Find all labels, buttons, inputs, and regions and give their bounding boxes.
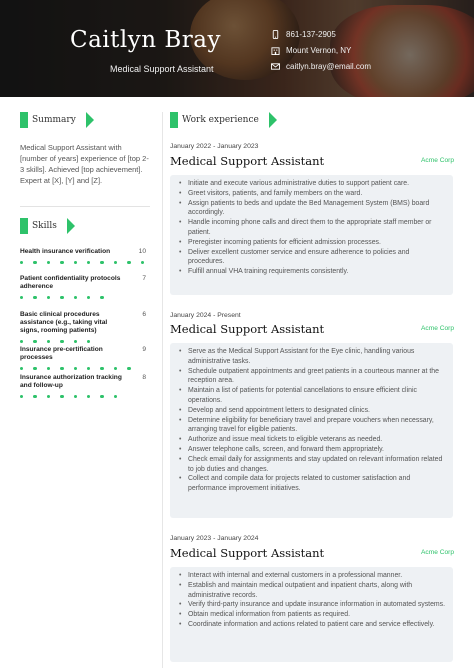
job-bullet-item: • Fulfill annual VHA training requirements consistently. (178, 267, 447, 277)
skill-rating-dots (20, 340, 144, 343)
job-title: Medical Support Assistant (170, 546, 325, 560)
rating-dot (87, 261, 90, 264)
rating-dot (100, 340, 103, 343)
job-company: Acme Corp (421, 549, 454, 556)
rating-dot (47, 367, 50, 370)
email-text[interactable]: caitlyn.bray@email.com (286, 61, 372, 71)
rating-dot (33, 340, 36, 343)
rating-dot (114, 296, 117, 299)
rating-dot (74, 340, 77, 343)
job-bullet-item: • Establish and maintain medical outpatient and inpatient charts, along with administrative records. (178, 581, 447, 601)
rating-dot (20, 367, 23, 370)
rating-dot (74, 296, 77, 299)
rating-dot (47, 395, 50, 398)
skill-item (20, 248, 146, 264)
summary-text: Medical Support Assistant with [number of years] experience of [top 2-3 skills]. Achieved [top achievement]. Expert at [X], [Y] and [Z]. (20, 143, 149, 185)
rating-dot (114, 261, 117, 264)
skill-level: 8 (142, 374, 146, 381)
job-bullet-item: • Check email daily for assignments and stay updated on relevant information related to job duties and changes. (178, 455, 447, 475)
rating-dot (127, 261, 130, 264)
job-bullet-item: • Assign patients to beds and update the Bed Management System (BMS) board accordingly. (178, 199, 447, 219)
job-bullet-item: • Verify third-party insurance and update insurance information in automated systems. (178, 600, 447, 610)
rating-dot (141, 395, 144, 398)
rating-dot (47, 340, 50, 343)
rating-dot (20, 340, 23, 343)
job-company: Acme Corp (421, 325, 454, 332)
rating-dot (100, 395, 103, 398)
job-bullet-item: • Obtain medical information from patients as required. (178, 610, 447, 620)
job-title: Medical Support Assistant (170, 154, 325, 168)
rating-dot (141, 340, 144, 343)
job-company: Acme Corp (421, 157, 454, 164)
skill-level: 10 (138, 248, 146, 255)
candidate-name: Caitlyn Bray (70, 27, 221, 53)
rating-dot (33, 296, 36, 299)
skill-name: Insurance pre-certification processes (20, 346, 103, 361)
rating-dot (47, 261, 50, 264)
rating-dot (60, 261, 63, 264)
job-bullet-item: • Collect and compile data for projects related to customer satisfaction and performance improvement initiatives. (178, 474, 447, 494)
rating-dot (114, 340, 117, 343)
rating-dot (87, 296, 90, 299)
rating-dot (141, 296, 144, 299)
rating-dot (33, 261, 36, 264)
rating-dot (33, 395, 36, 398)
rating-dot (141, 367, 144, 370)
rating-dot (87, 367, 90, 370)
email-icon (270, 61, 280, 71)
candidate-role: Medical Support Assistant (110, 64, 214, 74)
job-title: Medical Support Assistant (170, 322, 325, 336)
rating-dot (74, 395, 77, 398)
job-bullet-item: • Coordinate information and actions related to patient care and service effectively. (178, 620, 447, 630)
job-bullet-item: • Schedule outpatient appointments and greet patients in a courteous manner at the reception area. (178, 367, 447, 387)
job-bullet-item: • Preregister incoming patients for efficient admission processes. (178, 238, 447, 248)
skill-rating-dots (20, 395, 144, 398)
job-bullet-item: • Initiate and execute various administrative duties to support patient care. (178, 179, 447, 189)
skill-name: Insurance authorization tracking and follow-up (20, 374, 122, 389)
rating-dot (20, 395, 23, 398)
contact-location (270, 45, 351, 55)
rating-dot (127, 296, 130, 299)
skill-name: Basic clinical procedures assistance (e.g., taking vital signs, rooming patients) (20, 311, 108, 334)
job-bullet-item: • Authorize and issue meal tickets to eligible veterans as needed. (178, 435, 447, 445)
rating-dot (87, 395, 90, 398)
work-heading: Work experience (170, 112, 269, 128)
section-divider (20, 206, 150, 207)
rating-dot (60, 367, 63, 370)
rating-dot (20, 261, 23, 264)
job-bullet-item: • Deliver excellent customer service and ensure adherence to policies and procedures. (178, 248, 447, 268)
job-dates: January 2023 - January 2024 (170, 535, 259, 542)
contact-phone (270, 29, 336, 39)
job-bullets (170, 567, 453, 662)
rating-dot (100, 261, 103, 264)
job-dates: January 2024 - Present (170, 312, 241, 319)
rating-dot (141, 261, 144, 264)
rating-dot (74, 367, 77, 370)
skill-name: Health insurance verification (20, 248, 111, 255)
skill-item (20, 374, 146, 398)
job-bullet-item: • Maintain a list of patients for potential cancellations to ensure efficient clinic operations. (178, 386, 447, 406)
rating-dot (127, 395, 130, 398)
rating-dot (100, 367, 103, 370)
rating-dot (127, 340, 130, 343)
phone-icon (270, 29, 280, 39)
summary-heading: Summary (20, 112, 86, 128)
job-bullet-item: • Serve as the Medical Support Assistant for the Eye clinic, handling various administrative tasks. (178, 347, 447, 367)
job-bullets (170, 343, 453, 518)
skills-heading: Skills (20, 218, 67, 234)
location-text: Mount Vernon, NY (286, 45, 352, 55)
rating-dot (114, 395, 117, 398)
job-bullet-item: • Develop and send appointment letters to designated clinics. (178, 406, 447, 416)
skill-item (20, 346, 146, 370)
rating-dot (60, 296, 63, 299)
skill-level: 6 (142, 311, 146, 318)
skill-item (20, 311, 146, 343)
skill-level: 9 (142, 346, 146, 353)
skill-item (20, 275, 146, 299)
job-bullet-item: • Answer telephone calls, screen, and forward them appropriately. (178, 445, 447, 455)
rating-dot (114, 367, 117, 370)
header-banner (0, 0, 474, 97)
job-dates: January 2022 - January 2023 (170, 143, 259, 150)
skill-rating-dots (20, 296, 144, 299)
skill-rating-dots (20, 261, 144, 264)
job-bullet-item: • Greet visitors, patients, and family members on the ward. (178, 189, 447, 199)
skill-name: Patient confidentiality protocols adherence (20, 275, 121, 290)
phone-text: 861-137-2905 (286, 29, 336, 39)
contact-email (270, 61, 371, 71)
job-bullets (170, 175, 453, 295)
column-divider (162, 112, 163, 668)
building-icon (270, 45, 280, 55)
rating-dot (60, 395, 63, 398)
rating-dot (20, 296, 23, 299)
job-bullet-item: • Determine eligibility for beneficiary travel and prepare vouchers when necessary, arranging travel for eligible patients. (178, 416, 447, 436)
rating-dot (47, 296, 50, 299)
rating-dot (74, 261, 77, 264)
rating-dot (33, 367, 36, 370)
skill-level: 7 (142, 275, 146, 282)
rating-dot (60, 340, 63, 343)
job-bullet-item: • Handle incoming phone calls and direct them to the appropriate staff member or patient. (178, 218, 447, 238)
rating-dot (87, 340, 90, 343)
rating-dot (100, 296, 103, 299)
rating-dot (127, 367, 130, 370)
skill-rating-dots (20, 367, 144, 370)
job-bullet-item: • Interact with internal and external customers in a professional manner. (178, 571, 447, 581)
